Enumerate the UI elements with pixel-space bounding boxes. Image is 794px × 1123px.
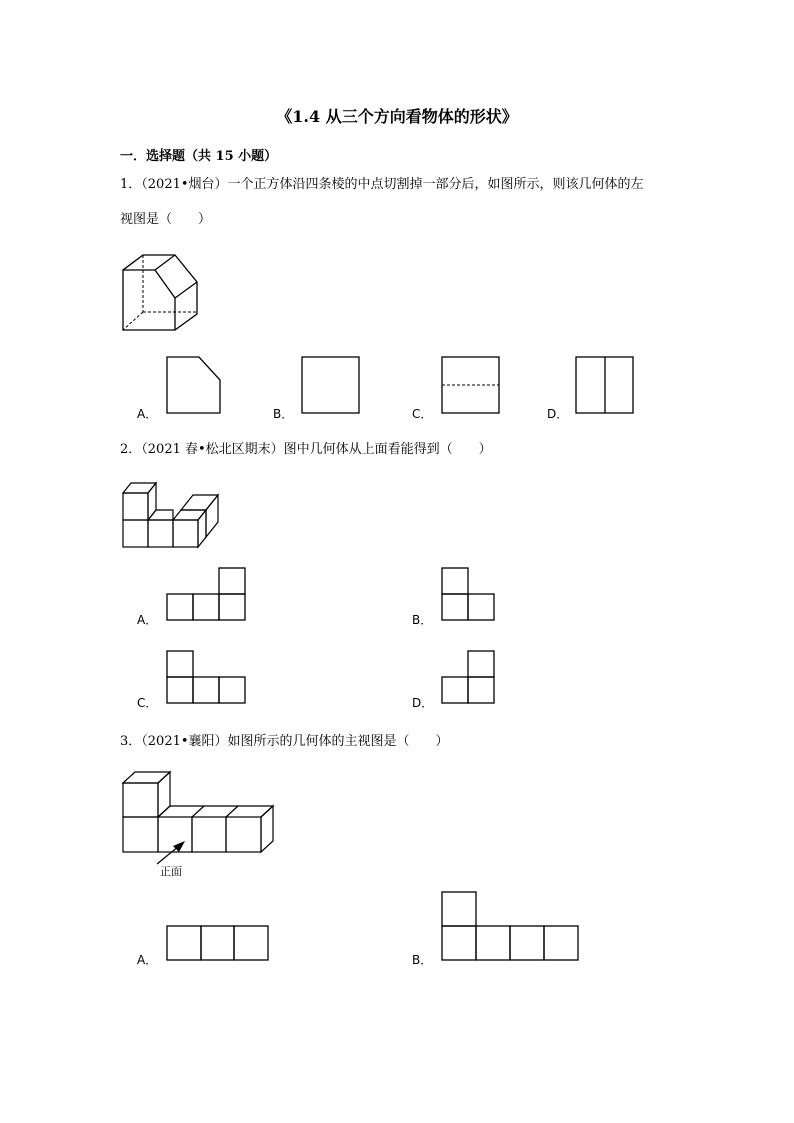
- q1-option-a-label: A．: [137, 407, 158, 421]
- q3-option-b-figure: [441, 891, 581, 962]
- question-1-text-line2: 视图是（ ）: [120, 212, 212, 227]
- q1-option-b-label: B．: [273, 407, 294, 421]
- question-3-figure: [122, 771, 277, 853]
- page-title: 《1.4 从三个方向看物体的形状》: [276, 107, 518, 126]
- section-heading: 一．选择题（共 15 小题）: [120, 149, 278, 164]
- q1-option-b-figure: [301, 356, 361, 414]
- question-1-text-line1: 1．（2021•烟台）一个正方体沿四条棱的中点切割掉一部分后，如图所示，则该几何体的左: [120, 177, 644, 192]
- q2-option-d-figure: [441, 650, 497, 705]
- question-3-text: 3．（2021•襄阳）如图所示的几何体的主视图是（ ）: [120, 734, 449, 749]
- q1-option-c-label: C．: [412, 407, 433, 421]
- q1-option-d-figure: [575, 356, 635, 414]
- front-label: 正面: [160, 865, 182, 878]
- question-1-figure: [118, 250, 203, 335]
- q2-option-c-figure: [166, 650, 246, 705]
- q3-option-a-label: A．: [137, 953, 158, 967]
- q2-option-d-label: D．: [412, 696, 434, 710]
- q1-option-a-figure: [166, 356, 222, 414]
- q1-option-c-figure: [441, 356, 501, 414]
- q2-option-a-figure: [166, 567, 246, 622]
- q3-option-b-label: B．: [412, 953, 433, 967]
- q3-option-a-figure: [166, 925, 270, 962]
- q2-option-b-label: B．: [412, 613, 433, 627]
- question-2-text: 2．（2021 春•松北区期末）图中几何体从上面看能得到（ ）: [120, 442, 492, 457]
- q2-option-c-label: C．: [137, 696, 158, 710]
- question-2-figure: [122, 478, 224, 550]
- q2-option-b-figure: [441, 567, 497, 622]
- q1-option-d-label: D．: [547, 407, 569, 421]
- q2-option-a-label: A．: [137, 613, 158, 627]
